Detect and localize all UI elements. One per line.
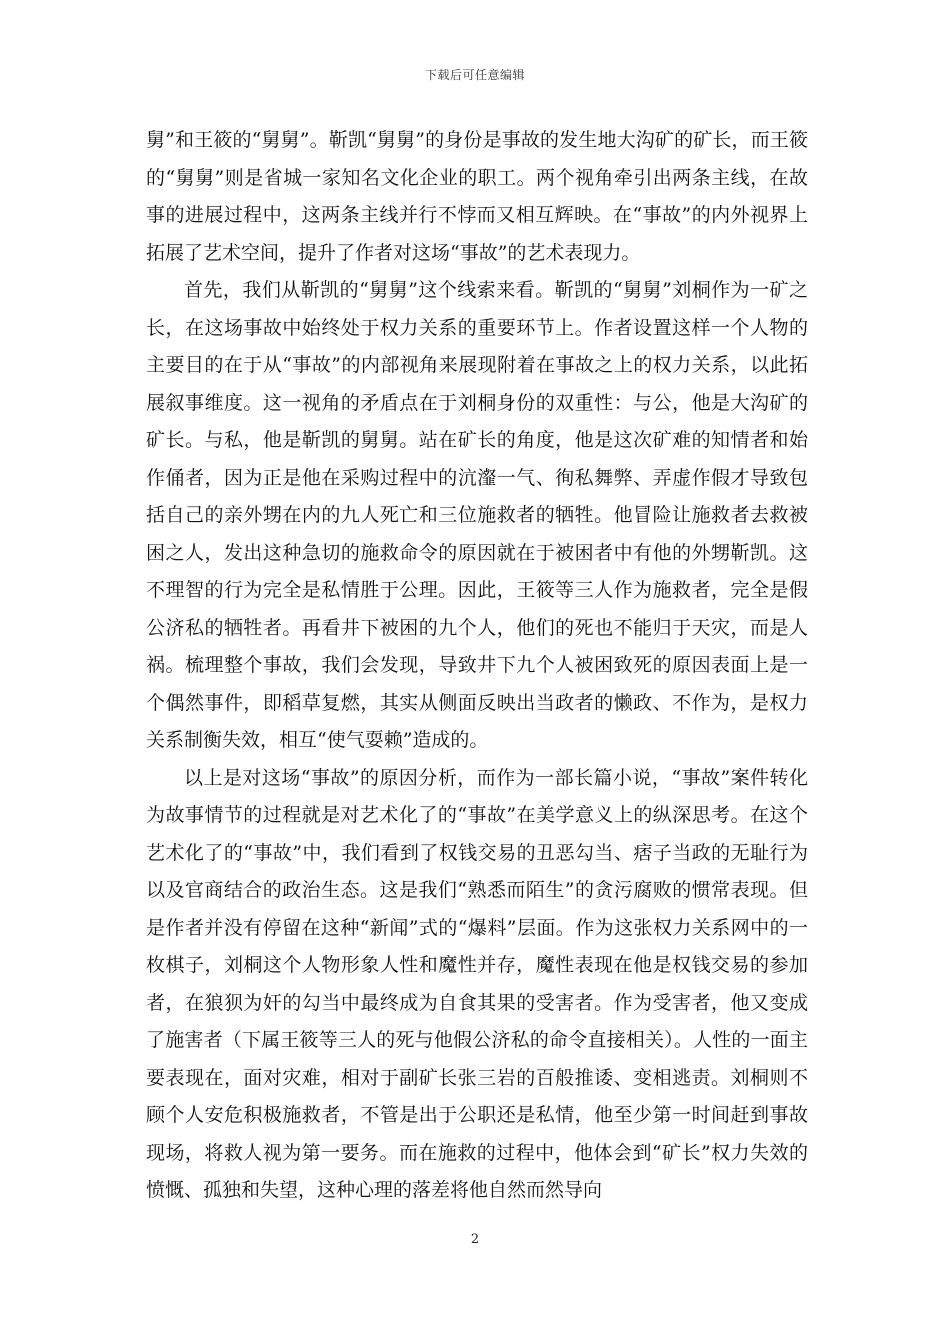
document-body (146, 122, 808, 1210)
paragraph-liu-tong-analysis: 首先，我们从靳凯的“舅舅”这个线索来看。靳凯的“舅舅”刘桐作为一矿之长，在这场事故中始终处于权力关系的重要环节上。作者设置这样一个人物的主要目的在于从“事故”的内部视角来展现附着在事故之上的权力关系，以此拓展叙事维度。这一视角的矛盾点在于刘桐身份的双重性：与公，他是大沟矿的矿长。与私，他是靳凯的舅舅。站在矿长的角度，他是这次矿难的知情者和始作俑者，因为正是他在采购过程中的沆瀣一气、徇私舞弊、弄虚作假才导致包括自己的亲外甥在内的九人死亡和三位施救者的牺牲。他冒险让施救者去救被困之人，发出这种急切的施救命令的原因就在于被困者中有他的外甥靳凯。这不理智的行为完全是私情胜于公理。因此，王筱等三人作为施救者，完全是假公济私的牺牲者。再看井下被困的九个人，他们的死也不能归于天灾，而是人祸。梳理整个事故，我们会发现，导致井下九个人被困致死的原因表面上是一个偶然事件，即稻草复燃，其实从侧面反映出当政者的懒政、不作为，是权力关系制衡失效，相互“使气耍赖”造成的。 (146, 279, 808, 751)
page-number: 2 (470, 1232, 480, 1247)
page-header: 下载后可任意编辑 (424, 68, 525, 82)
paragraph-aesthetic-analysis: 以上是对这场“事故”的原因分析，而作为一部长篇小说，“事故”案件转化为故事情节的过程就是对艺术化了的“事故”在美学意义上的纵深思考。在这个艺术化了的“事故”中，我们看到了权钱交易的丑恶勾当、痞子当政的无耻行为以及官商结合的政治生态。这是我们“熟悉而陌生”的贪污腐败的惯常表现。但是作者并没有停留在这种“新闻”式的“爆料”层面。作为这张权力关系网中的一枚棋子，刘桐这个人物形象人性和魔性并存，魔性表现在他是权钱交易的参加者，在狼狈为奸的勾当中最终成为自食其果的受害者。作为受害者，他又变成了施害者（下属王筱等三人的死与他假公济私的命令直接相关）。人性的一面主要表现在，面对灾难，相对于副矿长张三岩的百般推诿、变相逃责。刘桐则不顾个人安危积极施救者，不管是出于公职还是私情，他至少第一时间赶到事故现场，将救人视为第一要务。而在施救的过程中，他体会到“矿长”权力失效的愤慨、孤独和失望，这种心理的落差将他自然而然导向 (146, 766, 808, 1201)
paragraph-continuation: 舅”和王筱的“舅舅”。靳凯“舅舅”的身份是事故的发生地大沟矿的矿长，而王筱的“舅舅”则是省城一家知名文化企业的职工。两个视角牵引出两条主线，在故事的进展过程中，这两条主线并行不悖而又相互辉映。在“事故”的内外视界上拓展了艺术空间，提升了作者对这场“事故”的艺术表现力。 (146, 129, 808, 264)
